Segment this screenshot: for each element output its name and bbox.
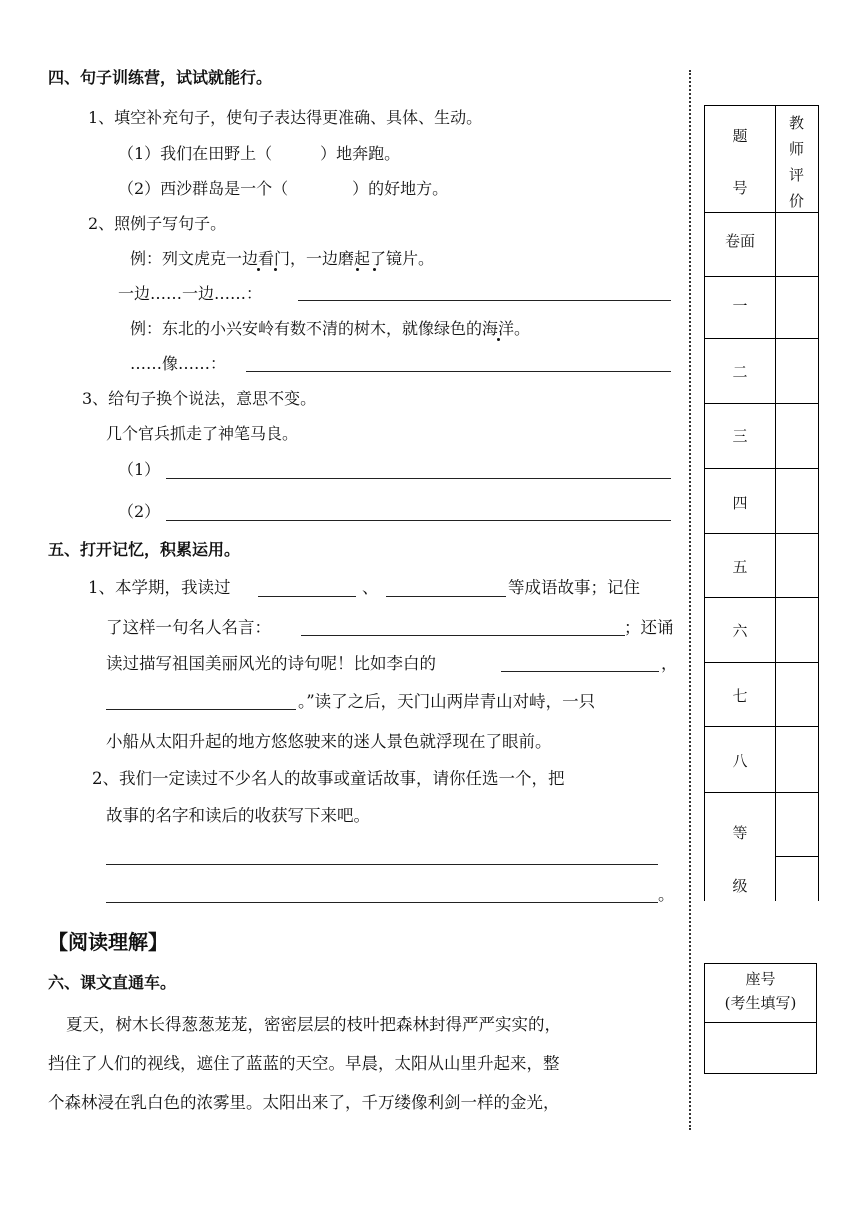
row-label-1: 一 xyxy=(732,297,748,315)
row-label-2: 二 xyxy=(732,363,748,381)
s4-question-3-label-2: （2） xyxy=(118,502,161,521)
answer-line[interactable] xyxy=(166,520,671,521)
section-5-heading: 五、打开记忆，积累运用。 xyxy=(48,540,241,559)
seat-number-box xyxy=(704,963,817,1074)
table-row xyxy=(705,468,818,534)
header-hao: 号 xyxy=(732,179,748,197)
emphasis-dot xyxy=(373,268,376,271)
table-row xyxy=(705,662,818,727)
row-label-8: 八 xyxy=(732,752,748,770)
row-label-4: 四 xyxy=(732,494,748,512)
seat-label: 座号 xyxy=(745,970,776,988)
s4-question-3-label-1: （1） xyxy=(118,460,161,479)
table-row xyxy=(705,106,818,213)
s4-question-2: 2、照例子写句子。 xyxy=(88,214,227,233)
s4-question-1: 1、填空补充句子，使句子表达得更准确、具体、生动。 xyxy=(88,108,483,127)
s4-question-1b: （2）西沙群岛是一个（ ）的好地方。 xyxy=(118,179,449,198)
reading-paragraph-line: 挡住了人们的视线，遮住了蓝蓝的天空。早晨，太阳从山里升起来，整 xyxy=(48,1054,560,1073)
row-label-juanmian: 卷面 xyxy=(724,232,755,250)
s5-q1-text-e: ；还诵 xyxy=(624,618,674,637)
answer-line[interactable] xyxy=(166,478,671,479)
header-ti: 题 xyxy=(732,127,748,145)
header-jiao: 教 xyxy=(788,114,804,132)
seat-sublabel: (考生填写) xyxy=(724,994,797,1012)
grade-ji: 级 xyxy=(732,877,748,895)
table-row xyxy=(705,597,818,663)
row-label-3: 三 xyxy=(732,427,748,445)
answer-line[interactable] xyxy=(246,371,671,372)
emphasis-dot xyxy=(497,338,500,341)
header-ping: 评 xyxy=(788,166,804,184)
table-row xyxy=(705,533,818,598)
s4-example-2: 例：东北的小兴安岭有数不清的树木，就像绿色的海洋。 xyxy=(130,319,531,338)
s4-pattern-1: 一边……一边……： xyxy=(118,284,263,303)
answer-line[interactable] xyxy=(386,596,506,597)
header-jia: 价 xyxy=(788,192,804,210)
answer-line[interactable] xyxy=(501,671,659,672)
grade-cell-divider xyxy=(775,792,818,857)
answer-line[interactable] xyxy=(106,902,658,903)
s5-q1-text-c: 等成语故事；记住 xyxy=(508,578,640,597)
table-row xyxy=(705,726,818,793)
s4-question-1a: （1）我们在田野上（ ）地奔跑。 xyxy=(118,144,401,163)
s5-end-mark: 。 xyxy=(658,885,675,904)
emphasis-dot xyxy=(274,268,277,271)
row-label-5: 五 xyxy=(732,558,748,576)
binding-dotted-line xyxy=(689,70,691,1130)
row-label-6: 六 xyxy=(732,622,748,640)
section-4-heading: 四、句子训练营，试试就能行。 xyxy=(48,68,273,87)
emphasis-dot xyxy=(356,268,359,271)
reading-title: 【阅读理解】 xyxy=(48,930,168,954)
answer-line[interactable] xyxy=(106,864,658,865)
s5-q1-text-d: 了这样一句名人名言： xyxy=(106,618,271,637)
reading-paragraph-line: 个森林浸在乳白色的浓雾里。太阳出来了，千万缕像利剑一样的金光， xyxy=(48,1093,560,1112)
answer-line[interactable] xyxy=(106,709,296,710)
table-row xyxy=(705,276,818,339)
s5-q1-text-g: ， xyxy=(661,654,678,673)
s4-example-1: 例：列文虎克一边看门，一边磨起了镜片。 xyxy=(130,249,435,268)
score-table xyxy=(704,105,819,901)
s4-question-3: 3、给句子换个说法，意思不变。 xyxy=(82,389,317,408)
header-shi: 师 xyxy=(788,140,804,158)
answer-line[interactable] xyxy=(258,596,356,597)
row-label-7: 七 xyxy=(732,687,748,705)
seat-separator xyxy=(705,1022,816,1023)
table-row xyxy=(705,338,818,404)
answer-line[interactable] xyxy=(301,635,625,636)
table-row xyxy=(705,403,818,469)
grade-deng: 等 xyxy=(732,824,748,842)
section-6-heading: 六、课文直通车。 xyxy=(48,973,177,992)
s5-q1-text-f: 读过描写祖国美丽风光的诗句呢！比如李白的 xyxy=(106,654,436,673)
s4-pattern-2: ……像……： xyxy=(130,354,227,373)
emphasis-dot xyxy=(257,268,260,271)
answer-line[interactable] xyxy=(298,300,671,301)
s5-q1-text-h: 。”读了之后，天门山两岸青山对峙，一只 xyxy=(298,692,596,711)
reading-paragraph-line: 夏天，树木长得葱葱茏茏，密密层层的枝叶把森林封得严严实实的， xyxy=(66,1015,561,1034)
s5-q2-text-a: 2、我们一定读过不少名人的故事或童话故事，请你任选一个，把 xyxy=(92,769,565,788)
s4-question-3-sentence: 几个官兵抓走了神笔马良。 xyxy=(106,424,299,443)
s5-q2-text-b: 故事的名字和读后的收获写下来吧。 xyxy=(106,806,370,825)
s5-q1-text-a: 1、本学期，我读过 xyxy=(88,578,231,597)
table-row xyxy=(705,212,818,277)
s5-q1-text-b: 、 xyxy=(362,578,379,597)
s5-q1-text-i: 小船从太阳升起的地方悠悠驶来的迷人景色就浮现在了眼前。 xyxy=(106,732,552,751)
